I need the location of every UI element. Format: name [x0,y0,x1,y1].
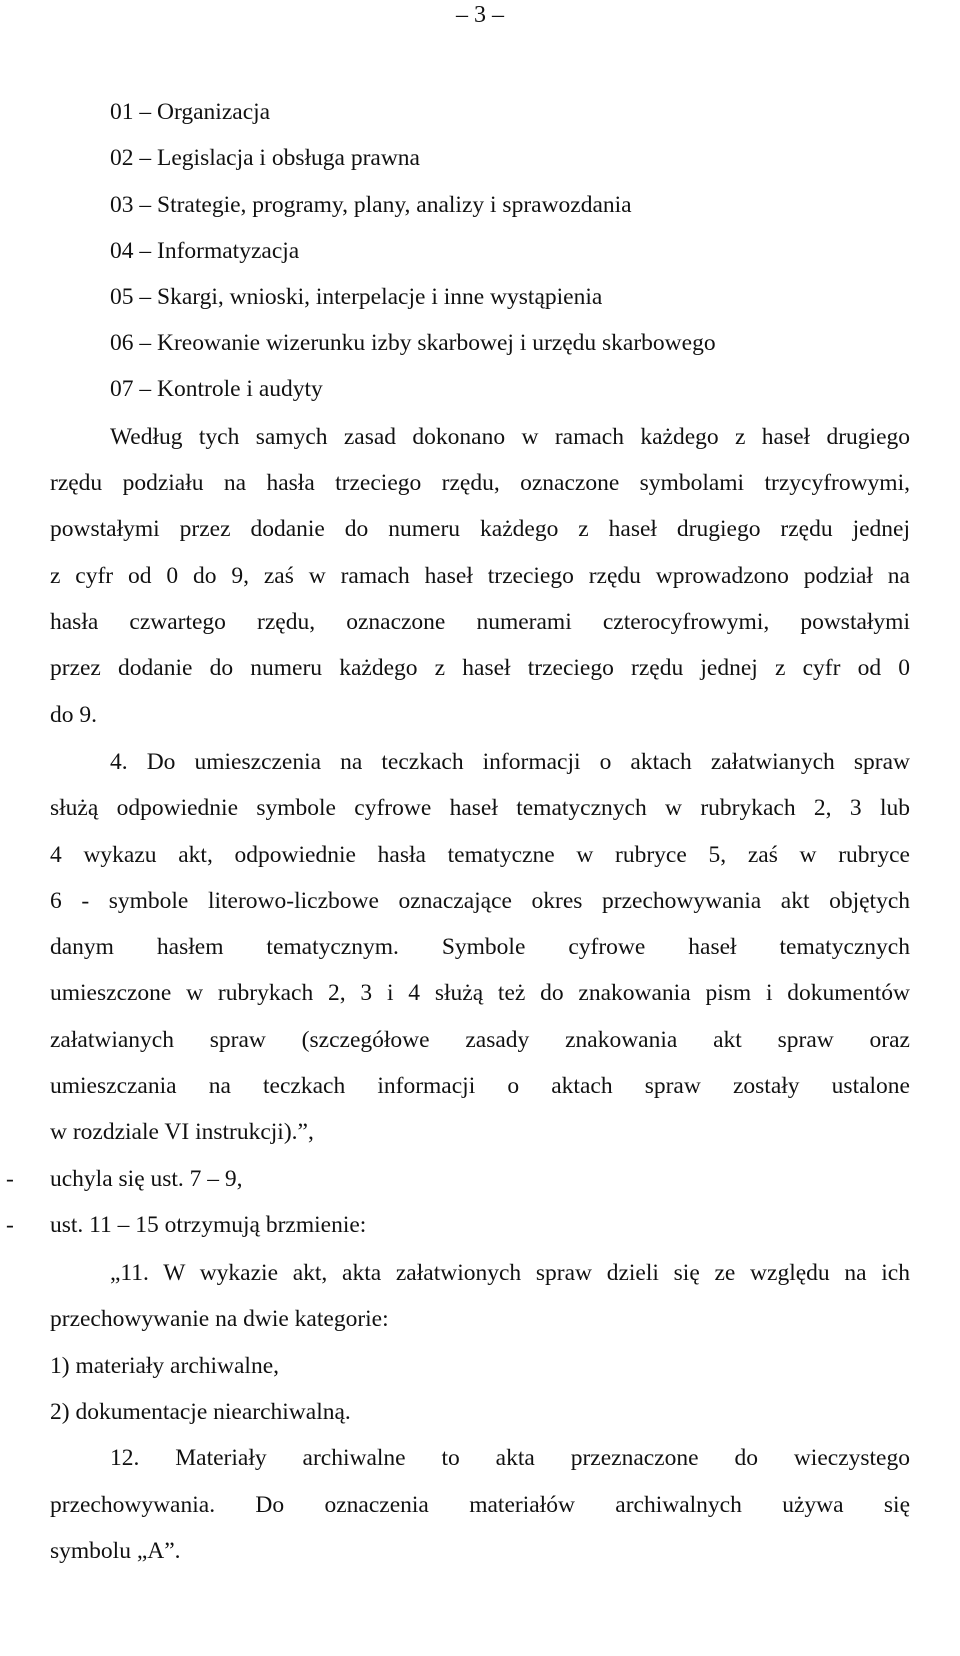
list-item: 2) dokumentacje niearchiwalną. [50,1399,351,1425]
paragraph-line: przez dodanie do numeru każdego z haseł trzeciego rzędu jednej z cyfr od 0 [50,655,910,681]
paragraph-line: symbolu „A”. [50,1538,181,1564]
paragraph-line: załatwianych spraw (szczegółowe zasady znakowania akt spraw oraz [50,1027,910,1053]
paragraph-line: danym hasłem tematycznym. Symbole cyfrowe haseł tematycznych [50,934,910,960]
category-item: 07 – Kontrole i audyty [110,376,323,402]
category-item: 02 – Legislacja i obsługa prawna [110,145,420,171]
bullet-text: ust. 11 – 15 otrzymują brzmienie: [50,1212,367,1238]
paragraph-line: hasła czwartego rzędu, oznaczone numerami czterocyfrowymi, powstałymi [50,609,910,635]
bullet-marker: - [6,1166,14,1192]
paragraph-line: 6 - symbole literowo-liczbowe oznaczające okres przechowywania akt objętych [50,888,910,914]
category-item: 04 – Informatyzacja [110,238,300,264]
paragraph-line: rzędu podziału na hasła trzeciego rzędu, oznaczone symbolami trzycyfrowymi, [50,470,910,496]
category-item: 05 – Skargi, wnioski, interpelacje i inne wystąpienia [110,284,603,310]
category-item: 06 – Kreowanie wizerunku izby skarbowej i urzędu skarbowego [110,330,716,356]
list-item: 1) materiały archiwalne, [50,1353,280,1379]
paragraph-line: Według tych samych zasad dokonano w ramach każdego z haseł drugiego [110,424,910,450]
paragraph-line: przechowywania. Do oznaczenia materiałów archiwalnych używa się [50,1492,910,1518]
bullet-marker: - [6,1212,14,1238]
category-item: 03 – Strategie, programy, plany, analizy i sprawozdania [110,192,632,218]
paragraph-line: „11. W wykazie akt, akta załatwionych spraw dzieli się ze względu na ich [110,1260,910,1286]
paragraph-line: służą odpowiednie symbole cyfrowe haseł tematycznych w rubrykach 2, 3 lub [50,795,910,821]
paragraph-line: 4. Do umieszczenia na teczkach informacji o aktach załatwianych spraw [110,749,910,775]
paragraph-line: do 9. [50,702,97,728]
paragraph-line: umieszczone w rubrykach 2, 3 i 4 służą też do znakowania pism i dokumentów [50,980,910,1006]
paragraph-line: umieszczania na teczkach informacji o aktach spraw zostały ustalone [50,1073,910,1099]
bullet-text: uchyla się ust. 7 – 9, [50,1166,243,1192]
paragraph-line: powstałymi przez dodanie do numeru każdego z haseł drugiego rzędu jednej [50,516,910,542]
paragraph-line: przechowywanie na dwie kategorie: [50,1306,389,1332]
paragraph-line: 12. Materiały archiwalne to akta przeznaczone do wieczystego [110,1445,910,1471]
page-number: – 3 – [456,2,504,28]
paragraph-line: 4 wykazu akt, odpowiednie hasła tematyczne w rubryce 5, zaś w rubryce [50,842,910,868]
category-item: 01 – Organizacja [110,99,271,125]
paragraph-line: w rozdziale VI instrukcji).”, [50,1119,314,1145]
paragraph-line: z cyfr od 0 do 9, zaś w ramach haseł trzeciego rzędu wprowadzono podział na [50,563,910,589]
